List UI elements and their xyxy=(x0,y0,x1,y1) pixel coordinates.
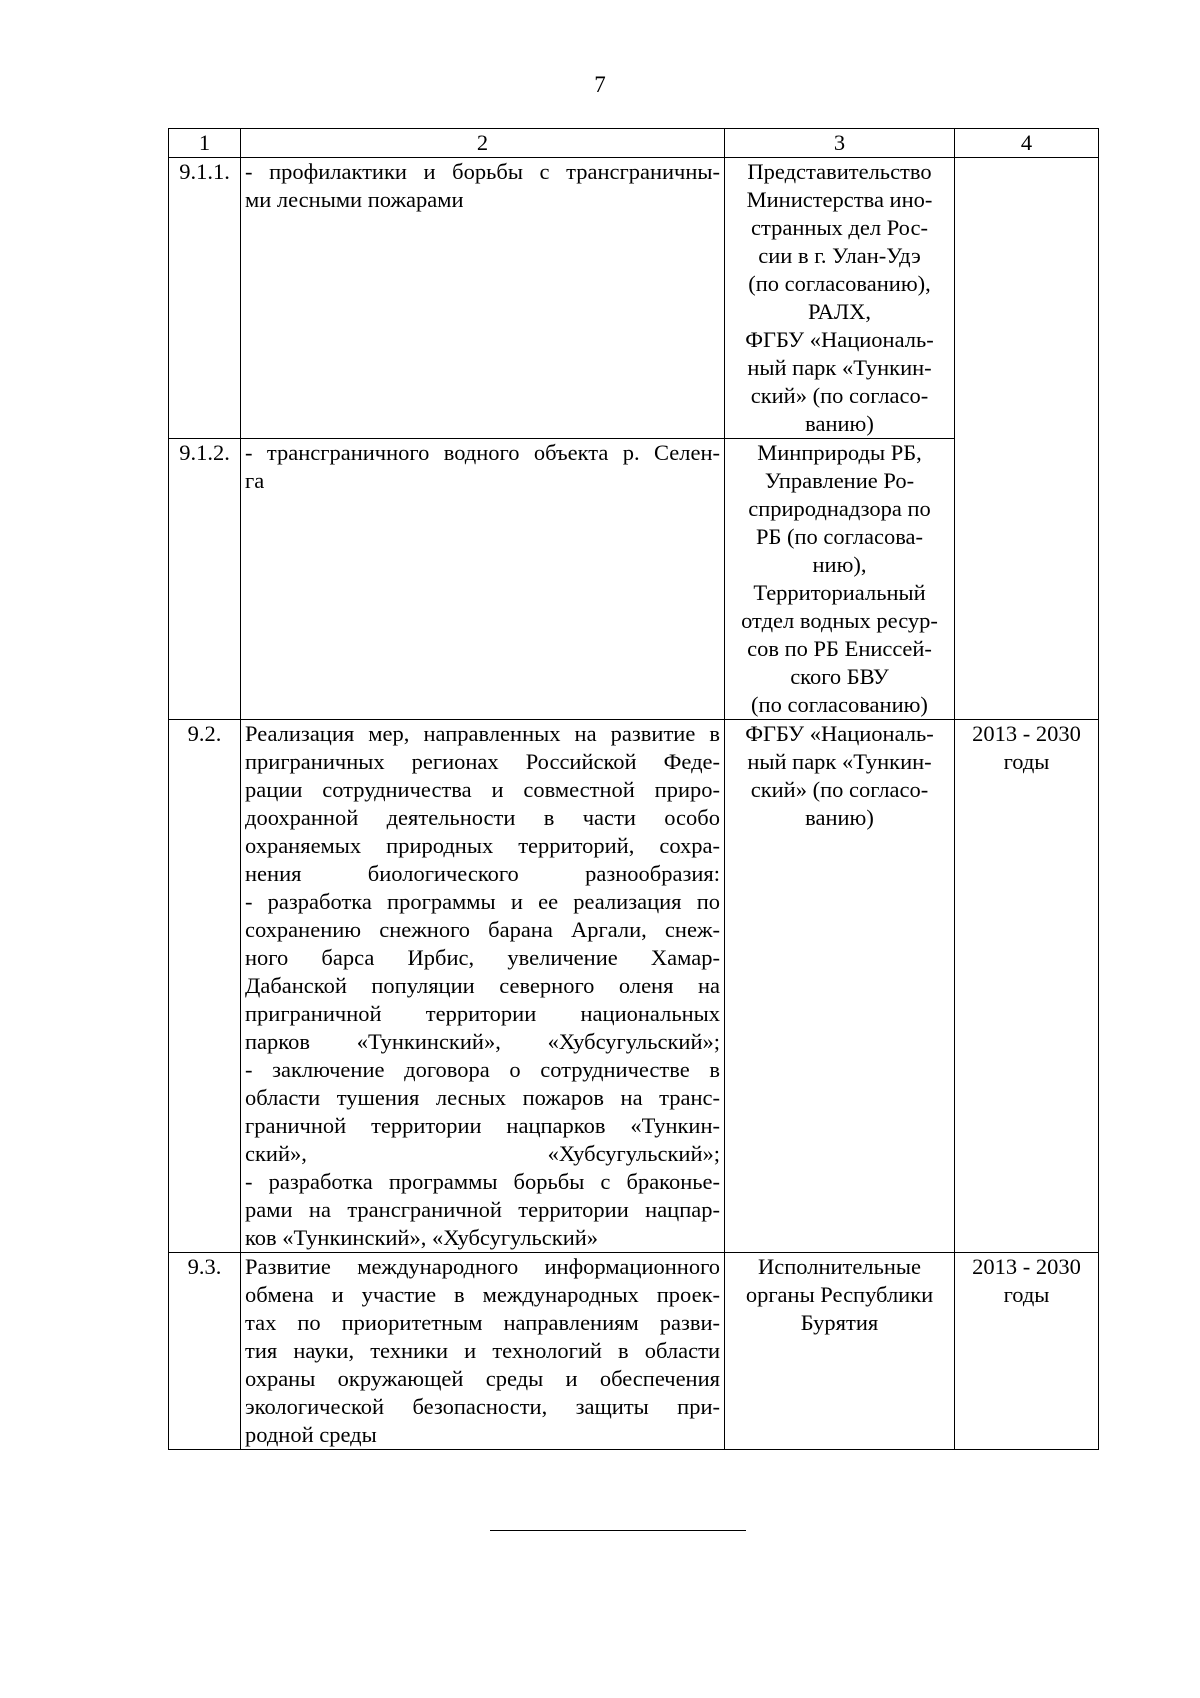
responsible-organizations xyxy=(725,158,955,439)
measures-table xyxy=(168,128,1099,1450)
description-line: ми лесными пожарами xyxy=(245,187,464,212)
organization-line: ский» (по согласо- xyxy=(750,777,929,802)
term-line: 2013 - 2030 xyxy=(972,1254,1081,1279)
organization-line: РБ (по согласова- xyxy=(755,524,924,549)
description-line: обмена и участие в международных проек- xyxy=(245,1282,720,1307)
measure-description xyxy=(241,439,725,720)
description-line: Развитие международного информационного xyxy=(245,1254,720,1279)
table-row xyxy=(169,720,1099,1253)
description-line: парков «Тункинский», «Хубсугульский»; xyxy=(245,1029,720,1054)
measure-description xyxy=(241,1253,725,1450)
organization-line: Исполнительные xyxy=(758,1254,921,1279)
term-line: годы xyxy=(1003,749,1050,774)
description-line: сохранению снежного барана Аргали, снеж- xyxy=(245,917,720,942)
implementation-term xyxy=(955,1253,1099,1450)
organization-line: Управление Ро- xyxy=(764,468,915,493)
description-line: - разработка программы и ее реализация по xyxy=(245,889,720,914)
description-line: - заключение договора о сотрудничестве в xyxy=(245,1057,720,1082)
description-line: приграничной территории национальных xyxy=(245,1001,720,1026)
closing-rule xyxy=(490,1530,746,1531)
organization-line: ФГБУ «Националь- xyxy=(745,327,934,352)
organization-line: ванию) xyxy=(805,805,874,830)
organization-line: странных дел Рос- xyxy=(751,215,928,240)
organization-line: ный парк «Тункин- xyxy=(747,355,932,380)
implementation-term xyxy=(955,720,1099,1253)
organization-line: Минприроды РБ, xyxy=(757,440,922,465)
organization-line: ный парк «Тункин- xyxy=(747,749,932,774)
organization-line: ский» (по согласо- xyxy=(750,383,929,408)
organization-line: сприроднадзора по xyxy=(748,496,931,521)
responsible-organizations xyxy=(725,720,955,1253)
organization-line: Бурятия xyxy=(800,1310,879,1335)
description-line: тия науки, техники и технологий в области xyxy=(245,1338,720,1363)
table-row xyxy=(169,1253,1099,1450)
description-line: ский», «Хубсугульский»; xyxy=(245,1141,720,1166)
organization-line: ского БВУ xyxy=(790,664,889,689)
description-line: нения биологического разнообразия: xyxy=(245,861,720,886)
row-number: 9.1.2. xyxy=(169,439,241,720)
organization-line: органы Республики xyxy=(745,1282,934,1307)
description-line: Дабанской популяции северного оленя на xyxy=(245,973,720,998)
description-line: экологической безопасности, защиты при- xyxy=(245,1394,720,1419)
description-line: - трансграничного водного объекта р. Селен- xyxy=(245,440,720,465)
organization-line: (по согласованию) xyxy=(751,692,928,717)
description-line: - профилактики и борьбы с трансграничны- xyxy=(245,159,720,184)
description-line: родной среды xyxy=(245,1422,377,1447)
description-line: тах по приоритетным направлениям разви- xyxy=(245,1310,720,1335)
column-header-2: 2 xyxy=(241,129,725,158)
description-line: приграничных регионах Российской Феде- xyxy=(245,749,720,774)
column-header-4: 4 xyxy=(955,129,1099,158)
organization-line: Представительство xyxy=(747,159,932,184)
description-line: рации сотрудничества и совместной приро- xyxy=(245,777,720,802)
row-number: 9.3. xyxy=(169,1253,241,1450)
description-line: охраны окружающей среды и обеспечения xyxy=(245,1366,720,1391)
description-line: области тушения лесных пожаров на транс- xyxy=(245,1085,720,1110)
organization-line: (по согласованию), xyxy=(748,271,931,296)
organization-line: нию), xyxy=(812,552,867,577)
term-line: 2013 - 2030 xyxy=(972,721,1081,746)
description-line: рами на трансграничной территории нацпар- xyxy=(245,1197,720,1222)
implementation-term xyxy=(955,158,1099,720)
term-line: годы xyxy=(1003,1282,1050,1307)
description-line: доохранной деятельности в части особо xyxy=(245,805,720,830)
description-line: га xyxy=(245,468,265,493)
description-line: ков «Тункинский», «Хубсугульский» xyxy=(245,1225,599,1250)
organization-line: сии в г. Улан-Удэ xyxy=(758,243,921,268)
measure-description xyxy=(241,720,725,1253)
column-header-3: 3 xyxy=(725,129,955,158)
description-line: - разработка программы борьбы с браконье- xyxy=(245,1169,720,1194)
organization-line: Территориальный xyxy=(753,580,926,605)
organization-line: ФГБУ «Националь- xyxy=(745,721,934,746)
row-number: 9.2. xyxy=(169,720,241,1253)
measure-description xyxy=(241,158,725,439)
table-header-row xyxy=(169,129,1099,158)
organization-line: РАЛХ, xyxy=(807,299,872,324)
responsible-organizations xyxy=(725,439,955,720)
row-number: 9.1.1. xyxy=(169,158,241,439)
table-row xyxy=(169,158,1099,439)
description-line: ного барса Ирбис, увеличение Хамар- xyxy=(245,945,720,970)
page-number: 7 xyxy=(594,72,606,97)
description-line: охраняемых природных территорий, сохра- xyxy=(245,833,720,858)
column-header-1: 1 xyxy=(169,129,241,158)
description-line: граничной территории нацпарков «Тункин- xyxy=(245,1113,720,1138)
organization-line: Министерства ино- xyxy=(746,187,933,212)
organization-line: отдел водных ресур- xyxy=(741,608,938,633)
organization-line: ванию) xyxy=(805,411,874,436)
description-line: Реализация мер, направленных на развитие в xyxy=(245,721,720,746)
responsible-organizations xyxy=(725,1253,955,1450)
organization-line: сов по РБ Енисcей- xyxy=(747,636,932,661)
